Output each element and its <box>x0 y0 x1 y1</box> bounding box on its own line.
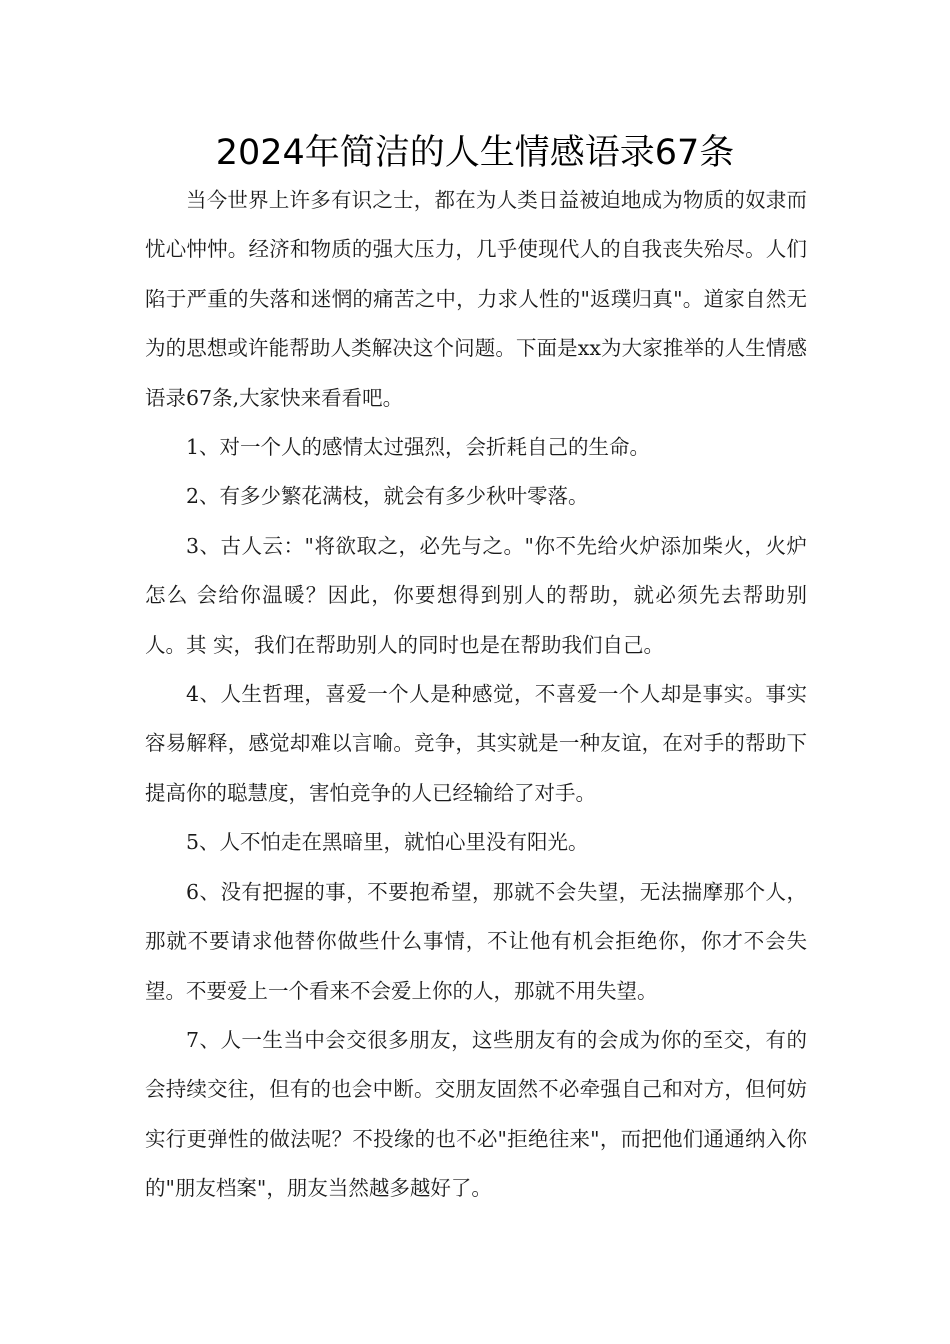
quote-paragraph-3: 3、古人云："将欲取之，必先与之。"你不先给火炉添加柴火，火炉怎么 会给你温暖？因此，你要想得到别人的帮助，就必须先去帮助别人。其 实，我们在帮助别人的同时也是在帮助我们自己。 <box>145 533 807 657</box>
quote-paragraph-7: 7、人一生当中会交很多朋友，这些朋友有的会成为你的至交，有的会持续交往，但有的也会中断。交朋友固然不必牵强自己和对方，但何妨实行更弹性的做法呢？不投缘的也不必"拒绝往来"，而把他们通通纳入你的"朋友档案"，朋友当然越多越好了。 <box>145 1027 807 1201</box>
quote-paragraph-1: 1、对一个人的感情太过强烈，会折耗自己的生命。 <box>186 435 651 460</box>
intro-paragraph: 当今世界上许多有识之士，都在为人类日益被迫地成为物质的奴隶而忧心忡忡。经济和物质的强大压力，几乎使现代人的自我丧失殆尽。人们陷于严重的失落和迷惘的痛苦之中，力求人性的"返璞归真"。道家自然无为的思想或许能帮助人类解决这个问题。下面是xx为大家推举的人生情感语录67条,大家快来看看吧。 <box>145 188 807 410</box>
document-body <box>145 176 807 1214</box>
page-title: 2024年简洁的人生情感语录67条 <box>215 133 735 173</box>
quote-paragraph-5: 5、人不怕走在黑暗里，就怕心里没有阳光。 <box>186 830 589 855</box>
quote-paragraph-6: 6、没有把握的事，不要抱希望，那就不会失望，无法揣摩那个人，那就不要请求他替你做些什么事情，不让他有机会拒绝你，你才不会失望。不要爱上一个看来不会爱上你的人，那就不用失望。 <box>145 879 807 1003</box>
quote-paragraph-4: 4、人生哲理，喜爱一个人是种感觉，不喜爱一个人却是事实。事实容易解释，感觉却难以言喻。竞争，其实就是一种友谊，在对手的帮助下提高你的聪慧度，害怕竞争的人已经输给了对手。 <box>145 682 807 805</box>
quote-paragraph-2: 2、有多少繁花满枝，就会有多少秋叶零落。 <box>186 484 589 509</box>
